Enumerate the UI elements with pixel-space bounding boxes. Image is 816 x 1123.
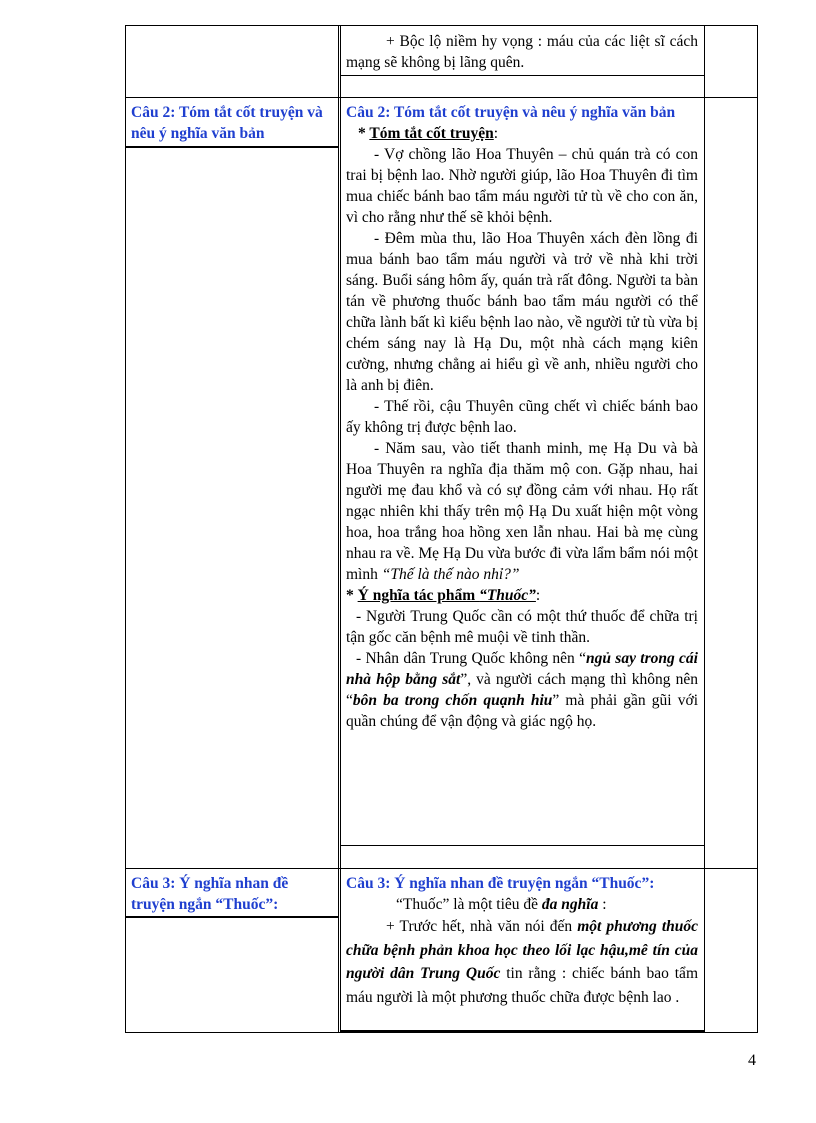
column-divider-left <box>338 25 339 1033</box>
row1-inner-bottom <box>340 75 704 76</box>
meaning-paragraph-2: - Nhân dân Trung Quốc không nên “ngủ say trong cái nhà hộp bằng sắt”, và người cách mạng thì không nên “bôn ba trong chốn quạnh hiu” mà phải gần gũi với quần chúng để vận động và giác ngộ họ. <box>346 650 699 730</box>
row3-inner-bottom <box>340 1030 704 1032</box>
row3-left-heading-underline <box>125 916 338 918</box>
row2-left-heading: Câu 2: Tóm tắt cốt truyện và nêu ý nghĩa văn bản <box>131 104 323 142</box>
row2-right-heading: Câu 2: Tóm tắt cốt truyện và nêu ý nghĩa văn bản <box>346 104 676 121</box>
row3-left-heading: Câu 3: Ý nghĩa nhan đề truyện ngắn “Thuốc”: <box>131 875 289 913</box>
summary-paragraph-2: - Đêm mùa thu, lão Hoa Thuyên xách đèn lồng đi mua bánh bao tẩm máu người và trở về nhà khi trời sáng. Buổi sáng hôm ấy, quán trà rất đông. Người ta bàn tán về phương thuốc bánh bao tẩm máu người có thể chữa lành bất kì kiểu bệnh lao nào, về người tử tù vừa bị chém sáng nay là Hạ Du, một nhà cách mạng kiên cường, nhưng chẳng ai hiểu gì về anh, nhiều người cho là anh bị điên. <box>346 230 698 394</box>
meaning-paragraph-1: - Người Trung Quốc cần có một thứ thuốc để chữa trị tận gốc căn bệnh mê muội về tinh thần. <box>346 608 698 646</box>
row1-bottom <box>125 97 758 98</box>
row3-paragraph: + Trước hết, nhà văn nói đến một phương thuốc chữa bệnh phản khoa học theo lối lạc hậu,mê tín của người dân Trung Quốc tin rằng : chiếc bánh bao tẩm máu người là một phương thuốc chữa được bệnh lao . <box>346 918 698 1006</box>
row3-line-2: “Thuốc” là một tiêu đề đa nghĩa : <box>396 896 607 913</box>
summary-paragraph-3: - Thế rồi, cậu Thuyên cũng chết vì chiếc bánh bao ấy không trị được bệnh lao. <box>346 398 698 436</box>
meaning-label: * Ý nghĩa tác phẩm “Thuốc”: <box>346 587 541 604</box>
row1-text <box>346 31 698 73</box>
row3-content <box>346 873 698 1009</box>
row2-content <box>346 102 698 732</box>
summary-paragraph-4: - Năm sau, vào tiết thanh minh, mẹ Hạ Du và bà Hoa Thuyên ra nghĩa địa thăm mộ con. Gặp nhau, hai người mẹ đau khổ và có sự đồng cảm với nhau. Họ rất ngạc nhiên khi thấy trên mộ Hạ Du xuất hiện một vòng hoa, hoa trắng hoa hồng xen lẫn nhau. Hai bà mẹ cùng nhau ra về. Mẹ Hạ Du vừa bước đi vừa lẩm bẩm nói một mình “Thế là thế nào nhỉ?” <box>346 440 698 583</box>
summary-paragraph-1: - Vợ chồng lão Hoa Thuyên – chủ quán trà có con trai bị bệnh lao. Nhờ người giúp, lão Hoa Thuyên đi tìm mua chiếc bánh bao tẩm máu người tử tù về cho con ăn, vì cho rằng như thế sẽ khỏi bệnh. <box>346 146 698 226</box>
row2-inner-bottom <box>340 845 704 846</box>
inner-column-left-edge <box>340 25 341 1033</box>
row1-paragraph: + Bộc lộ niềm hy vọng : máu của các liệt sĩ cách mạng sẽ không bị lãng quên. <box>346 33 698 71</box>
inner-column-right-edge <box>704 25 705 1033</box>
summary-label: * Tóm tắt cốt truyện: <box>358 125 499 142</box>
row3-right-heading: Câu 3: Ý nghĩa nhan đề truyện ngắn “Thuốc”: <box>346 875 655 892</box>
page-number: 4 <box>748 1052 756 1069</box>
row2-bottom <box>125 868 758 869</box>
row2-left-heading-underline <box>125 146 338 148</box>
